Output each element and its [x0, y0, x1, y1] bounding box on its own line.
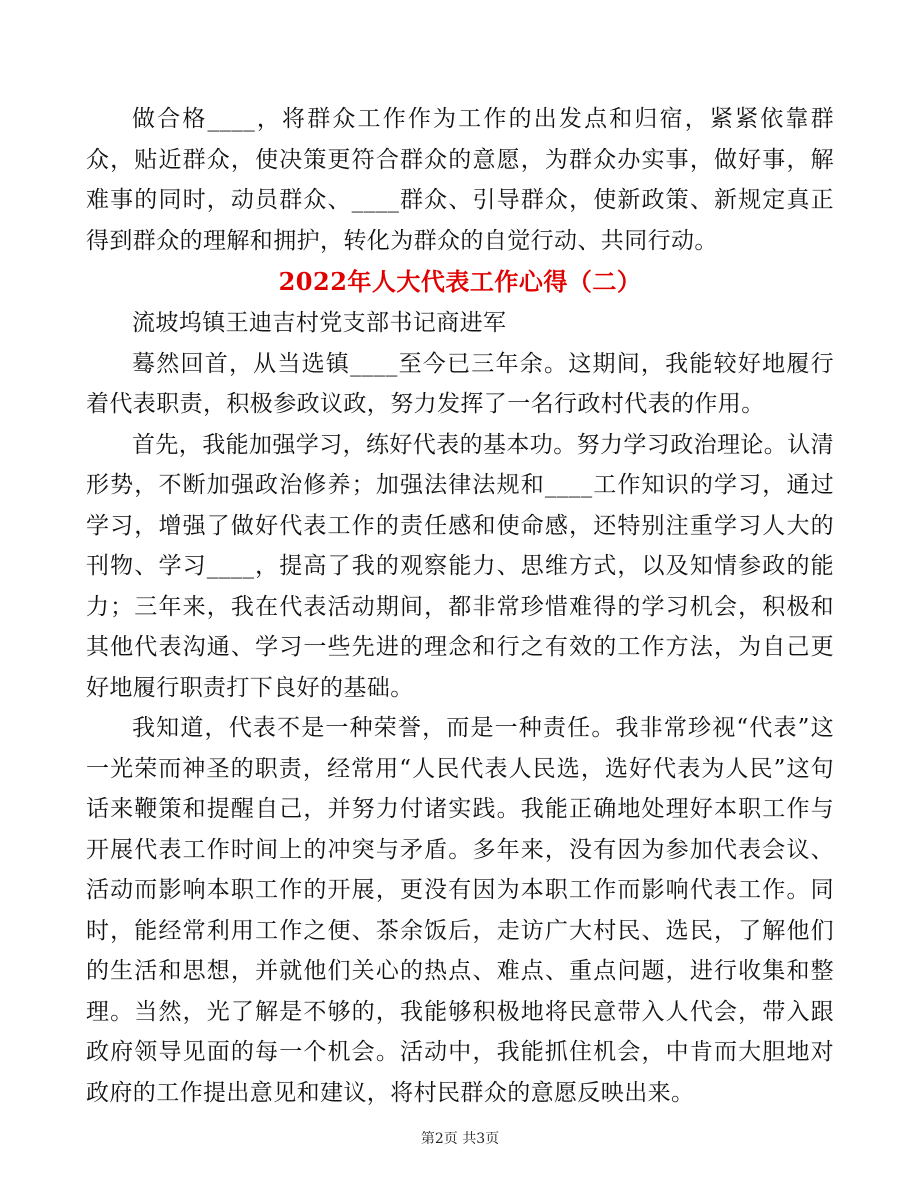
paragraph-continuation: 做合格____，将群众工作作为工作的出发点和归宿，紧紧依靠群众，贴近群众，使决策更符合群众的意愿，为群众办实事，做好事，解难事的同时，动员群众、____群众、引导群众，使新政策、新规定真正得到群众的理解和拥护，转化为群众的自觉行动、共同行动。: [86, 106, 834, 254]
paragraph-responsibility: 我知道，代表不是一种荣誉，而是一种责任。我非常珍视“代表”这一光荣而神圣的职责，经常用“人民代表人民选，选好代表为人民”这句话来鞭策和提醒自己，并努力付诸实践。我能正确地处理好本职工作与开展代表工作时间上的冲突与矛盾。多年来，没有因为参加代表会议、活动而影响本职工作的开展，更没有因为本职工作而影响代表工作。同时，能经常利用工作之便、茶余饭后，走访广大村民、选民，了解他们的生活和思想，并就他们关心的热点、难点、重点问题，进行收集和整理。当然，光了解是不够的，我能够积极地将民意带入人代会，带入跟政府领导见面的每一个机会。活动中，我能抓住机会，中肯而大胆地对政府的工作提出意见和建议，将村民群众的意愿反映出来。: [86, 715, 834, 1106]
author-line: 流坡坞镇王迪吉村党支部书记商进军: [132, 310, 507, 336]
paragraph-study: 首先，我能加强学习，练好代表的基本功。努力学习政治理论。认清形势，不断加强政治修养；加强法律法规和____工作知识的学习，通过学习，增强了做好代表工作的责任感和使命感，还特别注重学习人大的刊物、学习____，提高了我的观察能力、思维方式，以及知情参政的能力；三年来，我在代表活动期间，都非常珍惜难得的学习机会，积极和其他代表沟通、学习一些先进的理念和行之有效的工作方法，为自己更好地履行职责打下良好的基础。: [86, 431, 834, 701]
page-number-footer: 第2页 共3页: [420, 1131, 500, 1147]
document-title: 2022年人大代表工作心得（二）: [278, 267, 642, 296]
document-body: [86, 99, 834, 1113]
paragraph-intro: 蓦然回首，从当选镇____至今已三年余。这期间，我能较好地履行着代表职责，积极参政议政，努力发挥了一名行政村代表的作用。: [86, 350, 834, 417]
